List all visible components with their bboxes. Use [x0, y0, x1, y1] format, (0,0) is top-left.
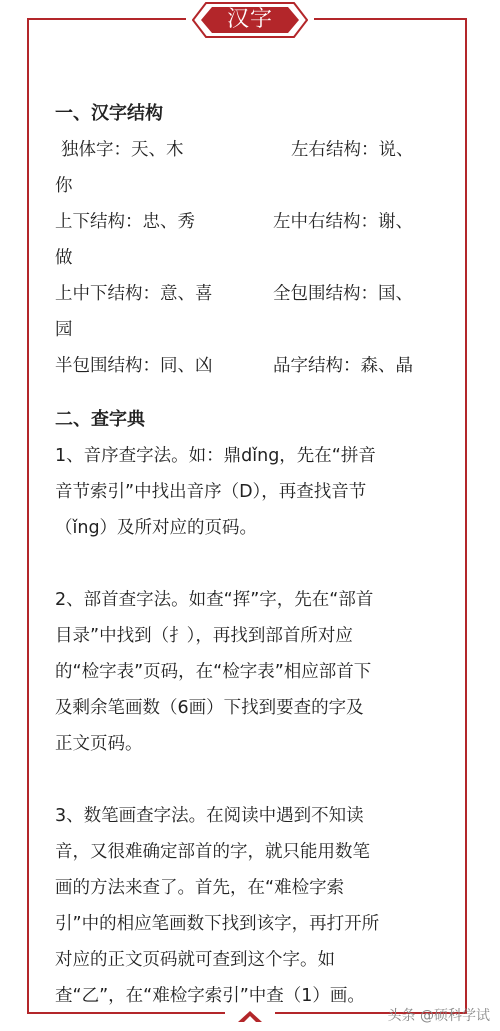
paragraph-line: 2、部首查字法。如查“挥”字，先在“部首: [55, 590, 374, 610]
spacer: [55, 546, 455, 582]
paragraph-line: 3、数笔画查字法。在阅读中遇到不知读: [55, 806, 364, 826]
spacer: [55, 762, 455, 798]
structure-row: [55, 240, 455, 276]
structure-left: 你: [55, 176, 73, 196]
section1-heading: 一、汉字结构: [55, 103, 163, 124]
structure-left: 上下结构：忠、秀: [55, 212, 195, 232]
structure-row: [55, 312, 455, 348]
structure-left: 园: [55, 320, 73, 340]
footer-chevron-icon: [236, 1008, 264, 1024]
header-title: 汉字: [226, 7, 273, 32]
structure-right: 左中右结构：谢、: [273, 212, 413, 232]
paragraph-line: 画的方法来查了。首先，在“难检字索: [55, 878, 345, 898]
paragraph-line: 正文页码。: [55, 734, 143, 754]
structure-row: [55, 168, 455, 204]
structure-right: 左右结构：说、: [291, 140, 414, 160]
paragraph-line: 音，又很难确定部首的字，就只能用数笔: [55, 842, 370, 862]
structure-left: 半包围结构：同、凶: [55, 356, 213, 376]
structure-row: [55, 348, 455, 384]
header-badge: [192, 2, 308, 38]
structure-row: [55, 132, 455, 168]
paragraph-line: 1、音序查字法。如：鼎dǐng，先在“拼音: [55, 446, 376, 466]
structure-row: [55, 204, 455, 240]
watermark: 头条 @硕科学试: [387, 1008, 490, 1024]
paragraph-line: 及剩余笔画数（6画）下找到要查的字及: [55, 698, 364, 718]
paragraph-line: 的“检字表”页码，在“检字表”相应部首下: [55, 662, 372, 682]
article-body: [55, 96, 455, 1014]
structure-left: 上中下结构：意、喜: [55, 284, 213, 304]
spacer: [55, 384, 455, 402]
paragraph-line: 对应的正文页码就可查到这个字。如: [55, 950, 335, 970]
paragraph-line: 引”中的相应笔画数下找到该字，再打开所: [55, 914, 380, 934]
structure-row: [55, 276, 455, 312]
structure-left: 做: [55, 248, 73, 268]
structure-right: 品字结构：森、晶: [273, 356, 413, 376]
structure-right: 全包围结构：国、: [273, 284, 413, 304]
paragraph-line: 目录”中找到（扌），再找到部首所对应: [55, 626, 353, 646]
paragraph-line: 查“乙”，在“难检字索引”中查（1）画。: [55, 986, 365, 1006]
section2-heading: 二、查字典: [55, 409, 145, 430]
structure-left: 独体字：天、木: [61, 140, 184, 160]
paragraph-line: 音节索引”中找出音序（D），再查找音节: [55, 482, 367, 502]
paragraph-line: （ǐng）及所对应的页码。: [55, 518, 258, 538]
